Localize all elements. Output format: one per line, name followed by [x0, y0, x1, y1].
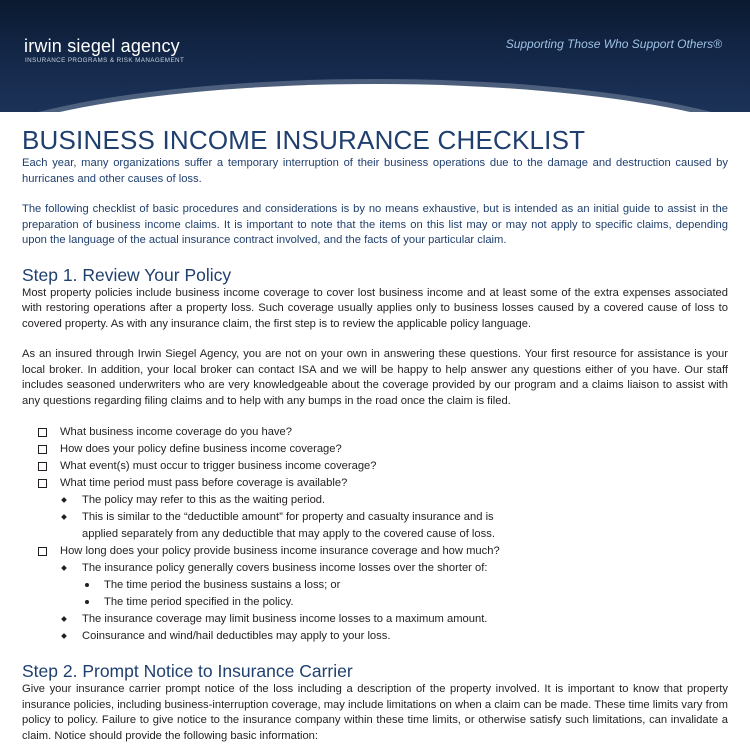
intro-paragraph-1: Each year, many organizations suffer a temporary interruption of their business operations due to the damage and destruction caused by hurricanes and other causes of loss.	[22, 157, 728, 185]
checkbox-icon[interactable]	[38, 547, 47, 556]
step2-heading: Step 2. Prompt Notice to Insurance Carrier	[22, 661, 353, 681]
checkbox-icon[interactable]	[38, 428, 47, 437]
intro-paragraph-2: The following checklist of basic procedures and considerations is by no means exhaustive, but is intended as an initial guide to assist in the preparation of business income claims. It is important to note that the items on this list may or may not apply to specific claims, depending upon the language of the actual insurance contract involved, and the facts of your particular claim.	[22, 203, 728, 246]
diamond-bullet-icon	[61, 514, 67, 520]
step1-heading: Step 1. Review Your Policy	[22, 264, 232, 285]
sub-sublist-item: The time period the business sustains a loss; or	[82, 577, 728, 594]
sublist-item: This is similar to the “deductible amount” for property and casualty insurance and is applied separately from any deductible that may apply to the covered cause of loss.	[60, 509, 522, 543]
step1-paragraph-2: As an insured through Irwin Siegel Agency, you are not on your own in answering these questions. Your first resource for assistance is your local broker. In addition, your local broker can contact ISA and we will be happy to help answer any questions either of you have. Our staff includes seasoned underwriters who are very knowledgeable about the coverage provided by our program and a claims liaison to assist with any questions regarding filing claims and to help with any bumps in the road once the claim is filed.	[22, 348, 728, 407]
diamond-bullet-icon	[61, 633, 67, 639]
sublist-item: The insurance policy generally covers business income losses over the shorter of: The time period the business sustains a loss; or The time period specified in the policy.	[60, 560, 728, 611]
coverage-duration-sublist	[60, 560, 728, 645]
agency-logo-name: irwin siegel agency	[24, 36, 180, 56]
waiting-period-sublist	[60, 492, 728, 543]
agency-tagline: Supporting Those Who Support Others®	[505, 37, 722, 51]
diamond-bullet-icon	[61, 565, 67, 571]
step2-paragraph-1: Give your insurance carrier prompt notice of the loss including a description of the property involved. It is important to know that property insurance policies, including business-interruption coverage, may include limitations on when a claim can be made. These time limits vary from policy to policy. Failure to give notice to the insurance company within these time limits, or otherwise satisfy such limitations, can invalidate a claim. Notice should provide the following basic information:	[22, 683, 728, 742]
checkbox-icon[interactable]	[38, 445, 47, 454]
diamond-bullet-icon	[61, 616, 67, 622]
document-body	[22, 124, 728, 744]
step1-paragraph-1: Most property policies include business income coverage to cover lost business income and at least some of the extra expenses associated with restoring operations after a property loss. Such coverage usually applies only to business losses caused by a covered cause of loss to covered property. As with any insurance claim, the first step is to review the applicable policy language.	[22, 286, 728, 330]
document-title: BUSINESS INCOME INSURANCE CHECKLIST	[22, 125, 586, 155]
checklist-item: How long does your policy provide business income insurance coverage and how much? The insurance policy generally covers business income losses over the shorter of: The time period the business sustains a loss; or The time period specified in the policy. The insurance coverage may limit business income losses to a maximum amount. Coinsurance and wind/hail deductibles may apply to your loss.	[38, 543, 728, 645]
diamond-bullet-icon	[61, 497, 67, 503]
checkbox-icon[interactable]	[38, 462, 47, 471]
round-bullet-icon	[85, 583, 89, 587]
letterhead-banner	[0, 0, 750, 112]
sublist-item: The policy may refer to this as the waiting period.	[60, 492, 728, 509]
sublist-item: Coinsurance and wind/hail deductibles may apply to your loss.	[60, 628, 728, 645]
shorter-of-sublist	[82, 577, 728, 611]
checkbox-icon[interactable]	[38, 479, 47, 488]
checklist-item: What time period must pass before coverage is available? The policy may refer to this as the waiting period. This is similar to the “deductible amount” for property and casualty insurance and is applied separately from any deductible that may apply to the covered cause of loss.	[38, 475, 728, 543]
sub-sublist-item: The time period specified in the policy.	[82, 594, 728, 611]
checklist-item: What business income coverage do you have?	[38, 424, 728, 441]
sublist-item: The insurance coverage may limit business income losses to a maximum amount.	[60, 611, 728, 628]
checklist-item: What event(s) must occur to trigger business income coverage?	[38, 458, 728, 475]
step1-checklist	[22, 424, 728, 645]
agency-logo-subtitle: INSURANCE PROGRAMS & RISK MANAGEMENT	[25, 57, 185, 64]
round-bullet-icon	[85, 600, 89, 604]
checklist-item: How does your policy define business income coverage?	[38, 441, 728, 458]
